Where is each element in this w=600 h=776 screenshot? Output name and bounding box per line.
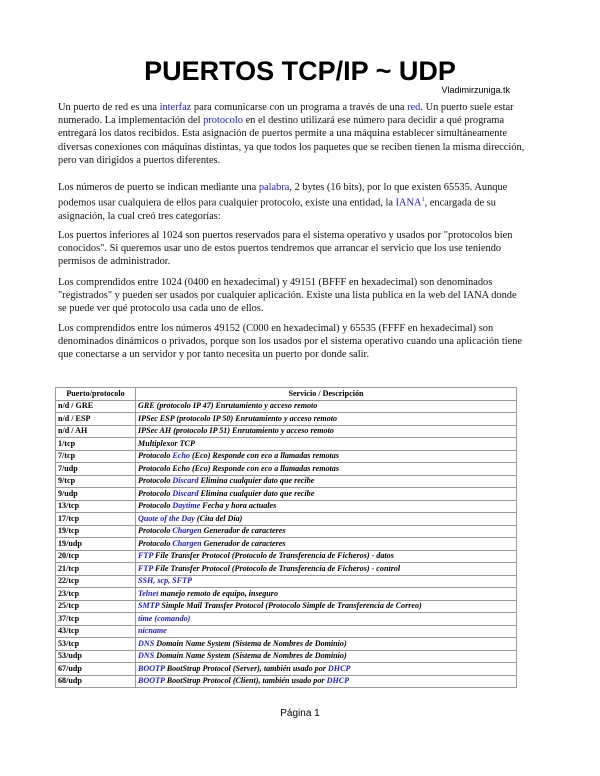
service-text: Elimina cualquier dato que recibe bbox=[198, 488, 315, 498]
port-cell: 7/tcp bbox=[56, 450, 136, 463]
service-cell bbox=[136, 563, 517, 576]
site-label: Vladimirzuniga.tk bbox=[441, 85, 510, 95]
service-text: IPSec ESP (protocolo IP 50) Enrutamiento y acceso remoto bbox=[138, 413, 338, 423]
text-run: en el destino utilizará ese número para decidir a qué programa entregará los datos recibidos. Esta asignación de puertos permite a una máquina establecer simultáneamente diversas conexiones con máquinas distintas, ya que todos los paquetes que se reciben tienen la misma dirección, pero van dirigidos a puertos diferentes. bbox=[58, 115, 525, 166]
service-cell bbox=[136, 438, 517, 451]
service-link[interactable]: Daytime bbox=[172, 501, 201, 511]
table-row bbox=[56, 438, 517, 451]
port-cell: 9/tcp bbox=[56, 475, 136, 488]
intro-paragraph bbox=[58, 101, 526, 167]
link-interfaz[interactable]: interfaz bbox=[159, 102, 192, 113]
service-text: File Transfer Protocol (Protocolo de Transferencia de Ficheros) - datos bbox=[153, 551, 394, 561]
service-text: Domain Name System (Sistema de Nombres de Dominio) bbox=[154, 638, 347, 648]
service-link[interactable]: BOOTP bbox=[138, 676, 165, 686]
table-header-row bbox=[56, 388, 517, 401]
header-port: Puerto/protocolo bbox=[56, 388, 136, 401]
service-link[interactable]: BOOTP bbox=[138, 663, 165, 673]
service-cell bbox=[136, 488, 517, 501]
table-row bbox=[56, 613, 517, 626]
service-cell bbox=[136, 588, 517, 601]
service-cell bbox=[136, 475, 517, 488]
service-text: manejo remoto de equipo, inseguro bbox=[158, 588, 279, 598]
port-cell: 53/udp bbox=[56, 650, 136, 663]
port-cell: 7/udp bbox=[56, 463, 136, 476]
service-cell bbox=[136, 425, 517, 438]
port-cell: 17/tcp bbox=[56, 513, 136, 526]
service-link[interactable]: Chargen bbox=[172, 538, 202, 548]
service-text: BootStrap Protocol (Server), también usado por bbox=[164, 663, 328, 673]
service-link[interactable]: Discard bbox=[172, 476, 199, 486]
table-row bbox=[56, 563, 517, 576]
service-cell bbox=[136, 650, 517, 663]
service-text: Elimina cualquier dato que recibe bbox=[198, 476, 315, 486]
service-cell bbox=[136, 575, 517, 588]
port-cell: 67/udp bbox=[56, 663, 136, 676]
service-cell bbox=[136, 525, 517, 538]
service-text: Protocolo bbox=[138, 451, 173, 461]
service-cell bbox=[136, 675, 517, 688]
service-cell bbox=[136, 500, 517, 513]
port-cell: 23/tcp bbox=[56, 588, 136, 601]
service-text: Simple Mail Transfer Protocol (Protocolo Simple de Transferencia de Correo) bbox=[159, 601, 422, 611]
service-text: Fecha y hora actuales bbox=[200, 501, 277, 511]
port-cell: 68/udp bbox=[56, 675, 136, 688]
text-run: para comunicarse con un programa a través de una bbox=[191, 102, 408, 113]
page-footer: Página 1 bbox=[280, 708, 320, 719]
port-cell: 21/tcp bbox=[56, 563, 136, 576]
table-row bbox=[56, 538, 517, 551]
service-cell bbox=[136, 600, 517, 613]
service-cell bbox=[136, 663, 517, 676]
service-cell bbox=[136, 450, 517, 463]
port-cell: n/d / GRE bbox=[56, 400, 136, 413]
service-link[interactable]: SSH, scp, SFTP bbox=[138, 576, 192, 586]
service-cell bbox=[136, 513, 517, 526]
link-protocolo[interactable]: protocolo bbox=[203, 115, 243, 127]
service-text: (Cita del Día) bbox=[194, 513, 243, 523]
port-cell: n/d / AH bbox=[56, 425, 136, 438]
service-link[interactable]: Echo bbox=[172, 451, 190, 461]
service-link[interactable]: DHCP bbox=[326, 676, 350, 686]
table-row bbox=[56, 600, 517, 613]
service-link[interactable]: time (comando) bbox=[138, 613, 191, 623]
table-row bbox=[56, 425, 517, 438]
service-cell bbox=[136, 625, 517, 638]
table-row bbox=[56, 463, 517, 476]
table-row bbox=[56, 475, 517, 488]
text-run: Un puerto de red es una bbox=[58, 102, 160, 113]
table-row bbox=[56, 675, 517, 688]
port-cell: 22/tcp bbox=[56, 575, 136, 588]
service-cell bbox=[136, 638, 517, 651]
table-row bbox=[56, 450, 517, 463]
link-red[interactable]: red bbox=[407, 102, 421, 113]
service-text: File Transfer Protocol (Protocolo de Transferencia de Ficheros) - control bbox=[153, 563, 401, 573]
service-text: BootStrap Protocol (Client), también usado por bbox=[164, 676, 327, 686]
service-cell bbox=[136, 400, 517, 413]
port-cell: 25/tcp bbox=[56, 600, 136, 613]
service-link[interactable]: Discard bbox=[172, 488, 199, 498]
service-text: Protocolo bbox=[138, 488, 173, 498]
port-cell: 19/udp bbox=[56, 538, 136, 551]
text-run: , encargada de su asignación, la cual creó tres categorías: bbox=[58, 197, 496, 222]
table-row bbox=[56, 638, 517, 651]
service-link[interactable]: Chargen bbox=[172, 526, 202, 536]
service-link[interactable]: DNS bbox=[138, 638, 155, 648]
service-text: Protocolo bbox=[138, 501, 173, 511]
text-run: . Un puerto suele estar numerado. La implementación del bbox=[58, 102, 514, 127]
port-cell: 13/tcp bbox=[56, 500, 136, 513]
header-service: Servicio / Descripción bbox=[136, 388, 517, 401]
table-row bbox=[56, 500, 517, 513]
service-text: Multiplexor TCP bbox=[138, 438, 195, 448]
table-row bbox=[56, 663, 517, 676]
service-text: IPSec AH (protocolo IP 51) Enrutamiento y acceso remoto bbox=[138, 426, 334, 436]
table-row bbox=[56, 488, 517, 501]
service-cell bbox=[136, 463, 517, 476]
port-cell: 20/tcp bbox=[56, 550, 136, 563]
reserved-ports-paragraph: Los puertos inferiores al 1024 son puertos reservados para el sistema operativo y usados por "protocolos bien conocidos". Si queremos usar uno de estos puertos tendremos que arrancar el servicio que los use teniendo permisos de administrador. bbox=[58, 230, 513, 268]
service-link[interactable]: FTP bbox=[138, 551, 153, 561]
port-cell: 53/tcp bbox=[56, 638, 136, 651]
service-link[interactable]: Quote of the Day bbox=[138, 513, 195, 523]
service-link[interactable]: DNS bbox=[138, 651, 155, 661]
service-text: Protocolo bbox=[138, 538, 173, 548]
service-link[interactable]: FTP bbox=[138, 563, 153, 573]
table-row bbox=[56, 513, 517, 526]
table-row bbox=[56, 575, 517, 588]
registered-ports-paragraph: Los comprendidos entre 1024 (0400 en hexadecimal) y 49151 (BFFF en hexadecimal) son denominados "registrados" y pueden ser usados por cualquier aplicación. Existe una lista publica en la web del IANA donde se puede ver qué protocolo usa cada uno de ellos. bbox=[58, 277, 517, 315]
ports-table-body bbox=[56, 400, 517, 688]
service-link[interactable]: Telnet bbox=[138, 588, 159, 598]
service-link[interactable]: DHCP bbox=[327, 663, 351, 673]
port-cell: 37/tcp bbox=[56, 613, 136, 626]
service-text: GRE (protocolo IP 47) Enrutamiento y acceso remoto bbox=[138, 401, 318, 411]
table-row bbox=[56, 400, 517, 413]
table-row bbox=[56, 650, 517, 663]
footnote-ref[interactable]: 1 bbox=[421, 197, 425, 204]
table-row bbox=[56, 525, 517, 538]
service-text: Generador de caracteres bbox=[201, 538, 286, 548]
port-cell: n/d / ESP bbox=[56, 413, 136, 426]
service-text: (Eco) Responde con eco a llamadas remotas bbox=[189, 451, 339, 461]
service-text: Protocolo Echo (Eco) Responde con eco a llamadas remotas bbox=[138, 463, 339, 473]
text-run: , 2 bytes (16 bits), por lo que existen 65535. Aunque podemos usar cualquiera de ellos para cualquier protocolo, existe una entidad, la bbox=[58, 182, 508, 209]
port-cell: 9/udp bbox=[56, 488, 136, 501]
text-run: Los números de puerto se indican mediante una bbox=[58, 182, 259, 193]
service-text: Protocolo bbox=[138, 526, 173, 536]
service-text: Domain Name System (Sistema de Nombres de Dominio) bbox=[154, 651, 347, 661]
page-title: PUERTOS TCP/IP ~ UDP bbox=[144, 56, 456, 86]
port-cell: 43/tcp bbox=[56, 625, 136, 638]
service-text: Generador de caracteres bbox=[201, 526, 286, 536]
dynamic-ports-paragraph: Los comprendidos entre los números 49152 (C000 en hexadecimal) y 65535 (FFFF en hexadecimal) son denominados dinámicos o privados, porque son los usados por el sistema operativo cuando una aplicación tiene que conectarse a un servidor y por tanto necesita un puerto por donde salir. bbox=[58, 323, 523, 361]
service-link[interactable]: nicname bbox=[138, 626, 167, 636]
port-numbers-paragraph bbox=[58, 181, 526, 223]
port-cell: 1/tcp bbox=[56, 438, 136, 451]
table-row bbox=[56, 588, 517, 601]
service-cell bbox=[136, 413, 517, 426]
service-cell bbox=[136, 550, 517, 563]
table-row bbox=[56, 550, 517, 563]
port-cell: 19/tcp bbox=[56, 525, 136, 538]
link-iana[interactable]: IANA bbox=[395, 197, 422, 209]
service-cell bbox=[136, 613, 517, 626]
ports-table bbox=[55, 387, 517, 688]
service-link[interactable]: SMTP bbox=[138, 601, 160, 611]
service-text: Protocolo bbox=[138, 476, 173, 486]
link-palabra[interactable]: palabra bbox=[258, 182, 290, 193]
service-cell bbox=[136, 538, 517, 551]
table-row bbox=[56, 413, 517, 426]
table-row bbox=[56, 625, 517, 638]
